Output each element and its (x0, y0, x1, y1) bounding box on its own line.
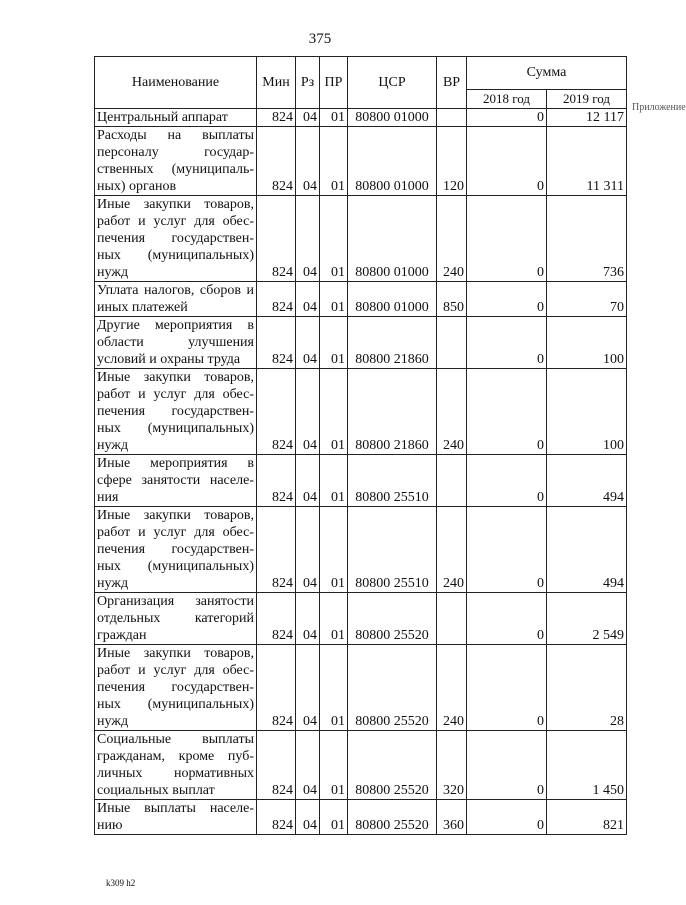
cell-y2018: 0 (467, 455, 547, 507)
cell-csr: 80800 25510 (348, 507, 437, 593)
cell-pr: 01 (320, 731, 348, 800)
cell-pr: 01 (320, 645, 348, 731)
cell-y2018: 0 (467, 369, 547, 455)
cell-vr: 240 (437, 507, 467, 593)
cell-pr: 01 (320, 317, 348, 369)
cell-name: Организация занятости отдельных категорий граждан (95, 593, 257, 645)
cell-vr (437, 109, 467, 127)
cell-pr: 01 (320, 369, 348, 455)
table-row (95, 317, 627, 369)
header-rz: Рз (296, 57, 320, 109)
table-row (95, 282, 627, 317)
cell-csr: 80800 01000 (348, 109, 437, 127)
cell-vr: 240 (437, 196, 467, 282)
cell-y2018: 0 (467, 109, 547, 127)
header-year-2019: 2019 год (547, 90, 627, 109)
cell-name: Иные мероприятия в сфере занятости населе-ния (95, 455, 257, 507)
cell-vr (437, 317, 467, 369)
cell-csr: 80800 01000 (348, 127, 437, 196)
table-header (95, 57, 627, 109)
cell-y2019: 11 311 (547, 127, 627, 196)
cell-name: Иные закупки товаров, работ и услуг для обес-печения государствен-ных (муниципальных) нужд (95, 369, 257, 455)
cell-vr (437, 455, 467, 507)
cell-rz: 04 (296, 127, 320, 196)
cell-rz: 04 (296, 455, 320, 507)
header-pr: ПР (320, 57, 348, 109)
cell-y2018: 0 (467, 196, 547, 282)
cell-pr: 01 (320, 593, 348, 645)
cell-y2019: 70 (547, 282, 627, 317)
cell-y2019: 100 (547, 369, 627, 455)
cell-pr: 01 (320, 127, 348, 196)
cell-y2019: 100 (547, 317, 627, 369)
cell-vr: 850 (437, 282, 467, 317)
cell-y2019: 28 (547, 645, 627, 731)
cell-min: 824 (257, 317, 296, 369)
cell-y2018: 0 (467, 593, 547, 645)
side-margin-text: Приложение (632, 102, 686, 113)
cell-name: Расходы на выплаты персоналу государ-ственных (муниципаль-ных) органов (95, 127, 257, 196)
cell-name: Иные закупки товаров, работ и услуг для обес-печения государствен-ных (муниципальных) нужд (95, 507, 257, 593)
table-row (95, 109, 627, 127)
cell-vr: 360 (437, 800, 467, 835)
cell-pr: 01 (320, 507, 348, 593)
header-vr: ВР (437, 57, 467, 109)
page-number: 375 (308, 31, 332, 47)
table-row (95, 127, 627, 196)
cell-name: Иные закупки товаров, работ и услуг для обес-печения государствен-ных (муниципальных) нужд (95, 645, 257, 731)
table-row (95, 800, 627, 835)
cell-y2018: 0 (467, 317, 547, 369)
cell-rz: 04 (296, 369, 320, 455)
cell-name: Иные закупки товаров, работ и услуг для обес-печения государствен-ных (муниципальных) нужд (95, 196, 257, 282)
cell-vr: 320 (437, 731, 467, 800)
cell-name: Другие мероприятия в области улучшения условий и охраны труда (95, 317, 257, 369)
cell-rz: 04 (296, 196, 320, 282)
cell-csr: 80800 25520 (348, 593, 437, 645)
header-sum: Сумма (467, 57, 627, 90)
cell-min: 824 (257, 196, 296, 282)
cell-vr: 120 (437, 127, 467, 196)
cell-min: 824 (257, 455, 296, 507)
footer-code: k309 h2 (106, 878, 136, 888)
cell-csr: 80800 21860 (348, 317, 437, 369)
cell-y2018: 0 (467, 731, 547, 800)
budget-table (94, 56, 627, 835)
table-row (95, 196, 627, 282)
cell-rz: 04 (296, 507, 320, 593)
cell-rz: 04 (296, 109, 320, 127)
cell-pr: 01 (320, 282, 348, 317)
cell-vr: 240 (437, 645, 467, 731)
cell-y2019: 736 (547, 196, 627, 282)
cell-y2019: 1 450 (547, 731, 627, 800)
cell-min: 824 (257, 369, 296, 455)
cell-rz: 04 (296, 800, 320, 835)
cell-vr: 240 (437, 369, 467, 455)
cell-min: 824 (257, 109, 296, 127)
cell-rz: 04 (296, 317, 320, 369)
cell-rz: 04 (296, 282, 320, 317)
cell-min: 824 (257, 645, 296, 731)
cell-y2018: 0 (467, 282, 547, 317)
table-row (95, 593, 627, 645)
cell-min: 824 (257, 800, 296, 835)
cell-y2018: 0 (467, 127, 547, 196)
cell-rz: 04 (296, 731, 320, 800)
cell-csr: 80800 25520 (348, 731, 437, 800)
cell-name: Иные выплаты населе-нию (95, 800, 257, 835)
table-row (95, 369, 627, 455)
cell-y2018: 0 (467, 800, 547, 835)
cell-y2019: 821 (547, 800, 627, 835)
cell-y2018: 0 (467, 645, 547, 731)
cell-name: Социальные выплаты гражданам, кроме пуб-личных нормативных социальных выплат (95, 731, 257, 800)
table-row (95, 507, 627, 593)
cell-rz: 04 (296, 645, 320, 731)
cell-pr: 01 (320, 196, 348, 282)
cell-min: 824 (257, 127, 296, 196)
cell-min: 824 (257, 731, 296, 800)
cell-csr: 80800 21860 (348, 369, 437, 455)
cell-min: 824 (257, 282, 296, 317)
cell-name: Уплата налогов, сборов и иных платежей (95, 282, 257, 317)
cell-vr (437, 593, 467, 645)
table-row (95, 645, 627, 731)
cell-y2019: 12 117 (547, 109, 627, 127)
cell-y2018: 0 (467, 507, 547, 593)
cell-name: Центральный аппарат (95, 109, 257, 127)
cell-csr: 80800 25510 (348, 455, 437, 507)
table-row (95, 731, 627, 800)
cell-y2019: 494 (547, 455, 627, 507)
table-row (95, 455, 627, 507)
cell-min: 824 (257, 593, 296, 645)
header-name: Наименование (95, 57, 257, 109)
cell-y2019: 494 (547, 507, 627, 593)
cell-csr: 80800 01000 (348, 196, 437, 282)
header-min: Мин (257, 57, 296, 109)
cell-pr: 01 (320, 109, 348, 127)
table-body (95, 109, 627, 835)
cell-csr: 80800 01000 (348, 282, 437, 317)
cell-rz: 04 (296, 593, 320, 645)
header-csr: ЦСР (348, 57, 437, 109)
header-year-2018: 2018 год (467, 90, 547, 109)
cell-min: 824 (257, 507, 296, 593)
cell-csr: 80800 25520 (348, 645, 437, 731)
cell-y2019: 2 549 (547, 593, 627, 645)
side-margin-mark (632, 100, 686, 115)
cell-pr: 01 (320, 455, 348, 507)
cell-csr: 80800 25520 (348, 800, 437, 835)
cell-pr: 01 (320, 800, 348, 835)
